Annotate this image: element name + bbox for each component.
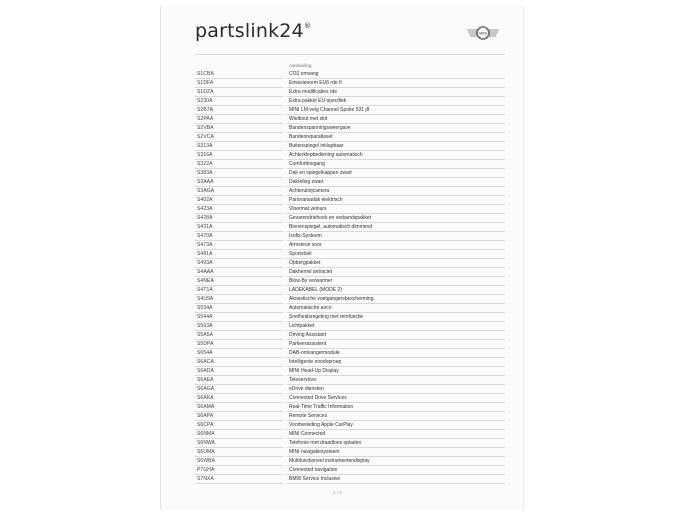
logo-text: partslink24	[195, 20, 304, 42]
option-code: P7GHA	[197, 467, 215, 473]
option-description: Panoramadak elektrisch	[289, 197, 343, 203]
table-row	[195, 448, 505, 457]
table-row	[195, 259, 505, 268]
table-row	[195, 106, 505, 115]
option-code: S2PAA	[197, 116, 214, 122]
option-code: S7NXA	[197, 476, 214, 482]
option-description: Parkeerassistent	[289, 341, 327, 347]
table-row	[195, 466, 505, 475]
option-code: S534A	[197, 305, 213, 311]
option-description: Teleservices	[289, 377, 317, 383]
option-code: S3AGA	[197, 188, 215, 194]
header-divider	[195, 54, 505, 55]
table-row	[195, 340, 505, 349]
option-description: eDrive diensten	[289, 386, 324, 392]
table-row	[195, 97, 505, 106]
option-code: S563A	[197, 323, 213, 329]
table-row	[195, 322, 505, 331]
table-row	[195, 124, 505, 133]
option-code: S470A	[197, 233, 213, 239]
option-description: Sportstoel	[289, 251, 312, 257]
option-code: S6ADA	[197, 368, 214, 374]
page-number: 2 / 2	[333, 490, 342, 495]
option-code: S316A	[197, 152, 213, 158]
option-description: DAB-ontvangermodule	[289, 350, 340, 356]
option-description: Comforttoegang	[289, 161, 325, 167]
option-description: MINI Connected	[289, 431, 326, 437]
option-description: Gevarendriehoek en verbandspakket	[289, 215, 371, 221]
option-description: Opbergpakket	[289, 260, 321, 266]
option-code: S6WBA	[197, 458, 216, 464]
option-description: Blow-By verwarmer	[289, 278, 333, 284]
option-code: S473A	[197, 242, 213, 248]
option-code: S6NWA	[197, 440, 216, 446]
option-description: Automatische airco	[289, 305, 332, 311]
option-code: S6AKA	[197, 395, 214, 401]
option-description: Real-Time Traffic Information	[289, 404, 354, 410]
table-row	[195, 430, 505, 439]
option-code: S402A	[197, 197, 213, 203]
table-row	[195, 232, 505, 241]
option-description: Voorbereiding Apple CarPlay	[289, 422, 353, 428]
table-row	[195, 115, 505, 124]
table-row	[195, 214, 505, 223]
table-row	[195, 439, 505, 448]
option-description: MINI LM-velg Channel Spoke 531 j8	[289, 107, 370, 113]
option-code: S383A	[197, 170, 213, 176]
option-code: S4AAA	[197, 269, 214, 275]
option-code: S5DPA	[197, 341, 214, 347]
option-description: Extra modificaties rde	[289, 89, 338, 95]
option-description: Isofix-Systeem	[289, 233, 322, 239]
option-code: S4T1A	[197, 287, 213, 293]
table-row	[195, 133, 505, 142]
option-code: S230A	[197, 98, 213, 104]
table-row	[195, 412, 505, 421]
table-row	[195, 160, 505, 169]
option-code: S431A	[197, 224, 213, 230]
option-code: S428A	[197, 215, 213, 221]
table-row	[195, 205, 505, 214]
table-row	[195, 367, 505, 376]
option-code: S481A	[197, 251, 213, 257]
table-row	[195, 403, 505, 412]
option-description: Achterklepbediening automatisch	[289, 152, 363, 158]
table-row	[195, 277, 505, 286]
option-description: Multifunctioneel instrumentendisplay	[289, 458, 370, 464]
option-description: LADEKABEL (MODE 2)	[289, 287, 342, 293]
option-description: Telefonie met draadloos opladen	[289, 440, 362, 446]
option-description: Emissienorm EU6 rde II	[289, 80, 342, 86]
table-row	[195, 376, 505, 385]
row-divider	[287, 483, 505, 484]
option-description: Intelligente noodoproep	[289, 359, 342, 365]
table-row	[195, 79, 505, 88]
table-row	[195, 250, 505, 259]
table-row	[195, 331, 505, 340]
option-code: S544A	[197, 314, 213, 320]
option-code: S3AAA	[197, 179, 214, 185]
option-code: S6ACA	[197, 359, 214, 365]
option-code: S2B7A	[197, 107, 214, 113]
option-code: S6AMA	[197, 404, 215, 410]
option-description: Extra pakket EU-specifiek	[289, 98, 347, 104]
option-description: MINI Head-Up Display	[289, 368, 339, 374]
option-code: S6AEA	[197, 377, 214, 383]
option-description: Akoestische voetgangersbescherming	[289, 296, 374, 302]
table-row	[195, 223, 505, 232]
option-code: S6UMA	[197, 449, 215, 455]
option-code: S1DZA	[197, 89, 214, 95]
option-code: S313A	[197, 143, 213, 149]
table-row	[195, 70, 505, 79]
option-code: S6AGA	[197, 386, 215, 392]
table-row	[195, 88, 505, 97]
option-code: S4NEA	[197, 278, 214, 284]
option-description: Bandenreparatieset	[289, 134, 333, 140]
option-description: Vloermat velours	[289, 206, 327, 212]
table-row	[195, 169, 505, 178]
option-description: Driving Assistant	[289, 332, 326, 338]
option-description: Dakhemel antraciet	[289, 269, 333, 275]
option-description: Connected Drive Services	[289, 395, 347, 401]
partslink24-logo	[195, 20, 311, 42]
option-code: S493A	[197, 260, 213, 266]
table-row	[195, 304, 505, 313]
option-description: Buitenspiegel inklapbaar	[289, 143, 344, 149]
table-row	[195, 151, 505, 160]
table-row	[195, 187, 505, 196]
table-row	[195, 457, 505, 466]
option-description: Remote Services	[289, 413, 328, 419]
logo-registered-mark: ®	[303, 22, 312, 30]
option-description: Lichtpakket	[289, 323, 315, 329]
table-row	[195, 394, 505, 403]
option-code: S2VCA	[197, 134, 214, 140]
option-code: S1CBA	[197, 71, 214, 77]
column-header-description: Aanduiding	[289, 63, 312, 68]
option-description: Bandenspanningsweergave	[289, 125, 351, 131]
table-row	[195, 142, 505, 151]
option-code: S4U9A	[197, 296, 214, 302]
option-description: Snelheidsregeling met remfunctie	[289, 314, 364, 320]
option-code: S2VBA	[197, 125, 214, 131]
option-description: BMW Service Inclusive	[289, 476, 341, 482]
option-description: CO2 omvang	[289, 71, 319, 77]
option-code-table	[195, 70, 505, 484]
option-description: Armsteun voor	[289, 242, 322, 248]
option-code: S322A	[197, 161, 213, 167]
option-code: S5A5A	[197, 332, 214, 338]
option-code: S1DFA	[197, 80, 214, 86]
table-row	[195, 358, 505, 367]
table-row	[195, 475, 505, 484]
table-row	[195, 196, 505, 205]
option-description: Connected navigation	[289, 467, 338, 473]
option-description: Binnenspiegel, automatisch dimmend	[289, 224, 373, 230]
option-code: S423A	[197, 206, 213, 212]
table-row	[195, 421, 505, 430]
table-row	[195, 313, 505, 322]
table-row	[195, 268, 505, 277]
table-row	[195, 349, 505, 358]
row-divider	[195, 483, 283, 484]
option-code: S6APA	[197, 413, 214, 419]
option-description: Dakreling zwart	[289, 179, 324, 185]
table-row	[195, 178, 505, 187]
option-description: MINI navigatiesysteem	[289, 449, 340, 455]
mini-logo-icon	[466, 24, 500, 42]
option-code: S654A	[197, 350, 213, 356]
option-description: Wielbout met slot	[289, 116, 328, 122]
brand-name: MINI	[479, 31, 487, 36]
table-row	[195, 241, 505, 250]
table-row	[195, 286, 505, 295]
option-description: Achteruitrijcamera	[289, 188, 330, 194]
option-description: Dak en spiegelkappen zwart	[289, 170, 352, 176]
option-code: S6CPA	[197, 422, 214, 428]
option-code: S6NMA	[197, 431, 215, 437]
table-row	[195, 295, 505, 304]
table-row	[195, 385, 505, 394]
